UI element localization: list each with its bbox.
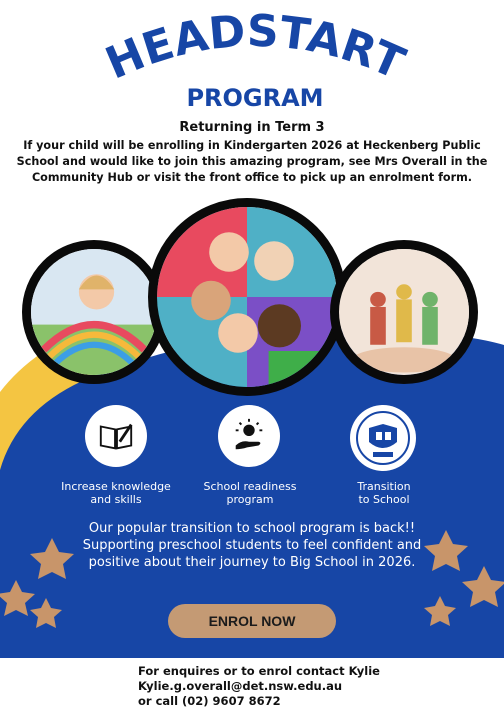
contact-footer	[138, 664, 380, 709]
svg-text:HEADSTART: HEADSTART	[98, 5, 412, 90]
paper-people-photo	[330, 240, 478, 384]
program-label: PROGRAM	[186, 84, 324, 112]
feature-label-readiness: School readiness program	[203, 480, 297, 506]
children-circle-photo	[148, 198, 346, 396]
footer-line-contact: For enquires or to enrol contact Kylie	[138, 664, 380, 678]
footer-email[interactable]: Kylie.g.overall@det.nsw.edu.au	[138, 679, 343, 693]
child-playing-photo	[22, 240, 166, 384]
feature-label-transition: Transition to School	[357, 480, 411, 506]
footer-phone[interactable]: or call (02) 9607 8672	[138, 694, 281, 708]
school-crest-icon	[350, 405, 416, 471]
headstart-title	[0, 0, 504, 120]
feature-label-knowledge: Increase knowledge and skills	[61, 480, 171, 506]
subtitle: Returning in Term 3	[179, 120, 325, 135]
program-blurb: Our popular transition to school program is back!! Supporting preschool students to feel confident and positive about their journey to Big School in 2026.	[82, 521, 422, 570]
enrol-now-button[interactable]: ENROL NOW	[168, 604, 336, 638]
hand-ideas-icon	[218, 405, 280, 467]
intro-text: If your child will be enrolling in Kindergarten 2026 at Heckenberg Public School and would like to join this amazing program, see Mrs Overall in the Community Hub or visit the front office to pick up an enrolment form.	[16, 139, 488, 184]
book-pen-icon	[85, 405, 147, 467]
